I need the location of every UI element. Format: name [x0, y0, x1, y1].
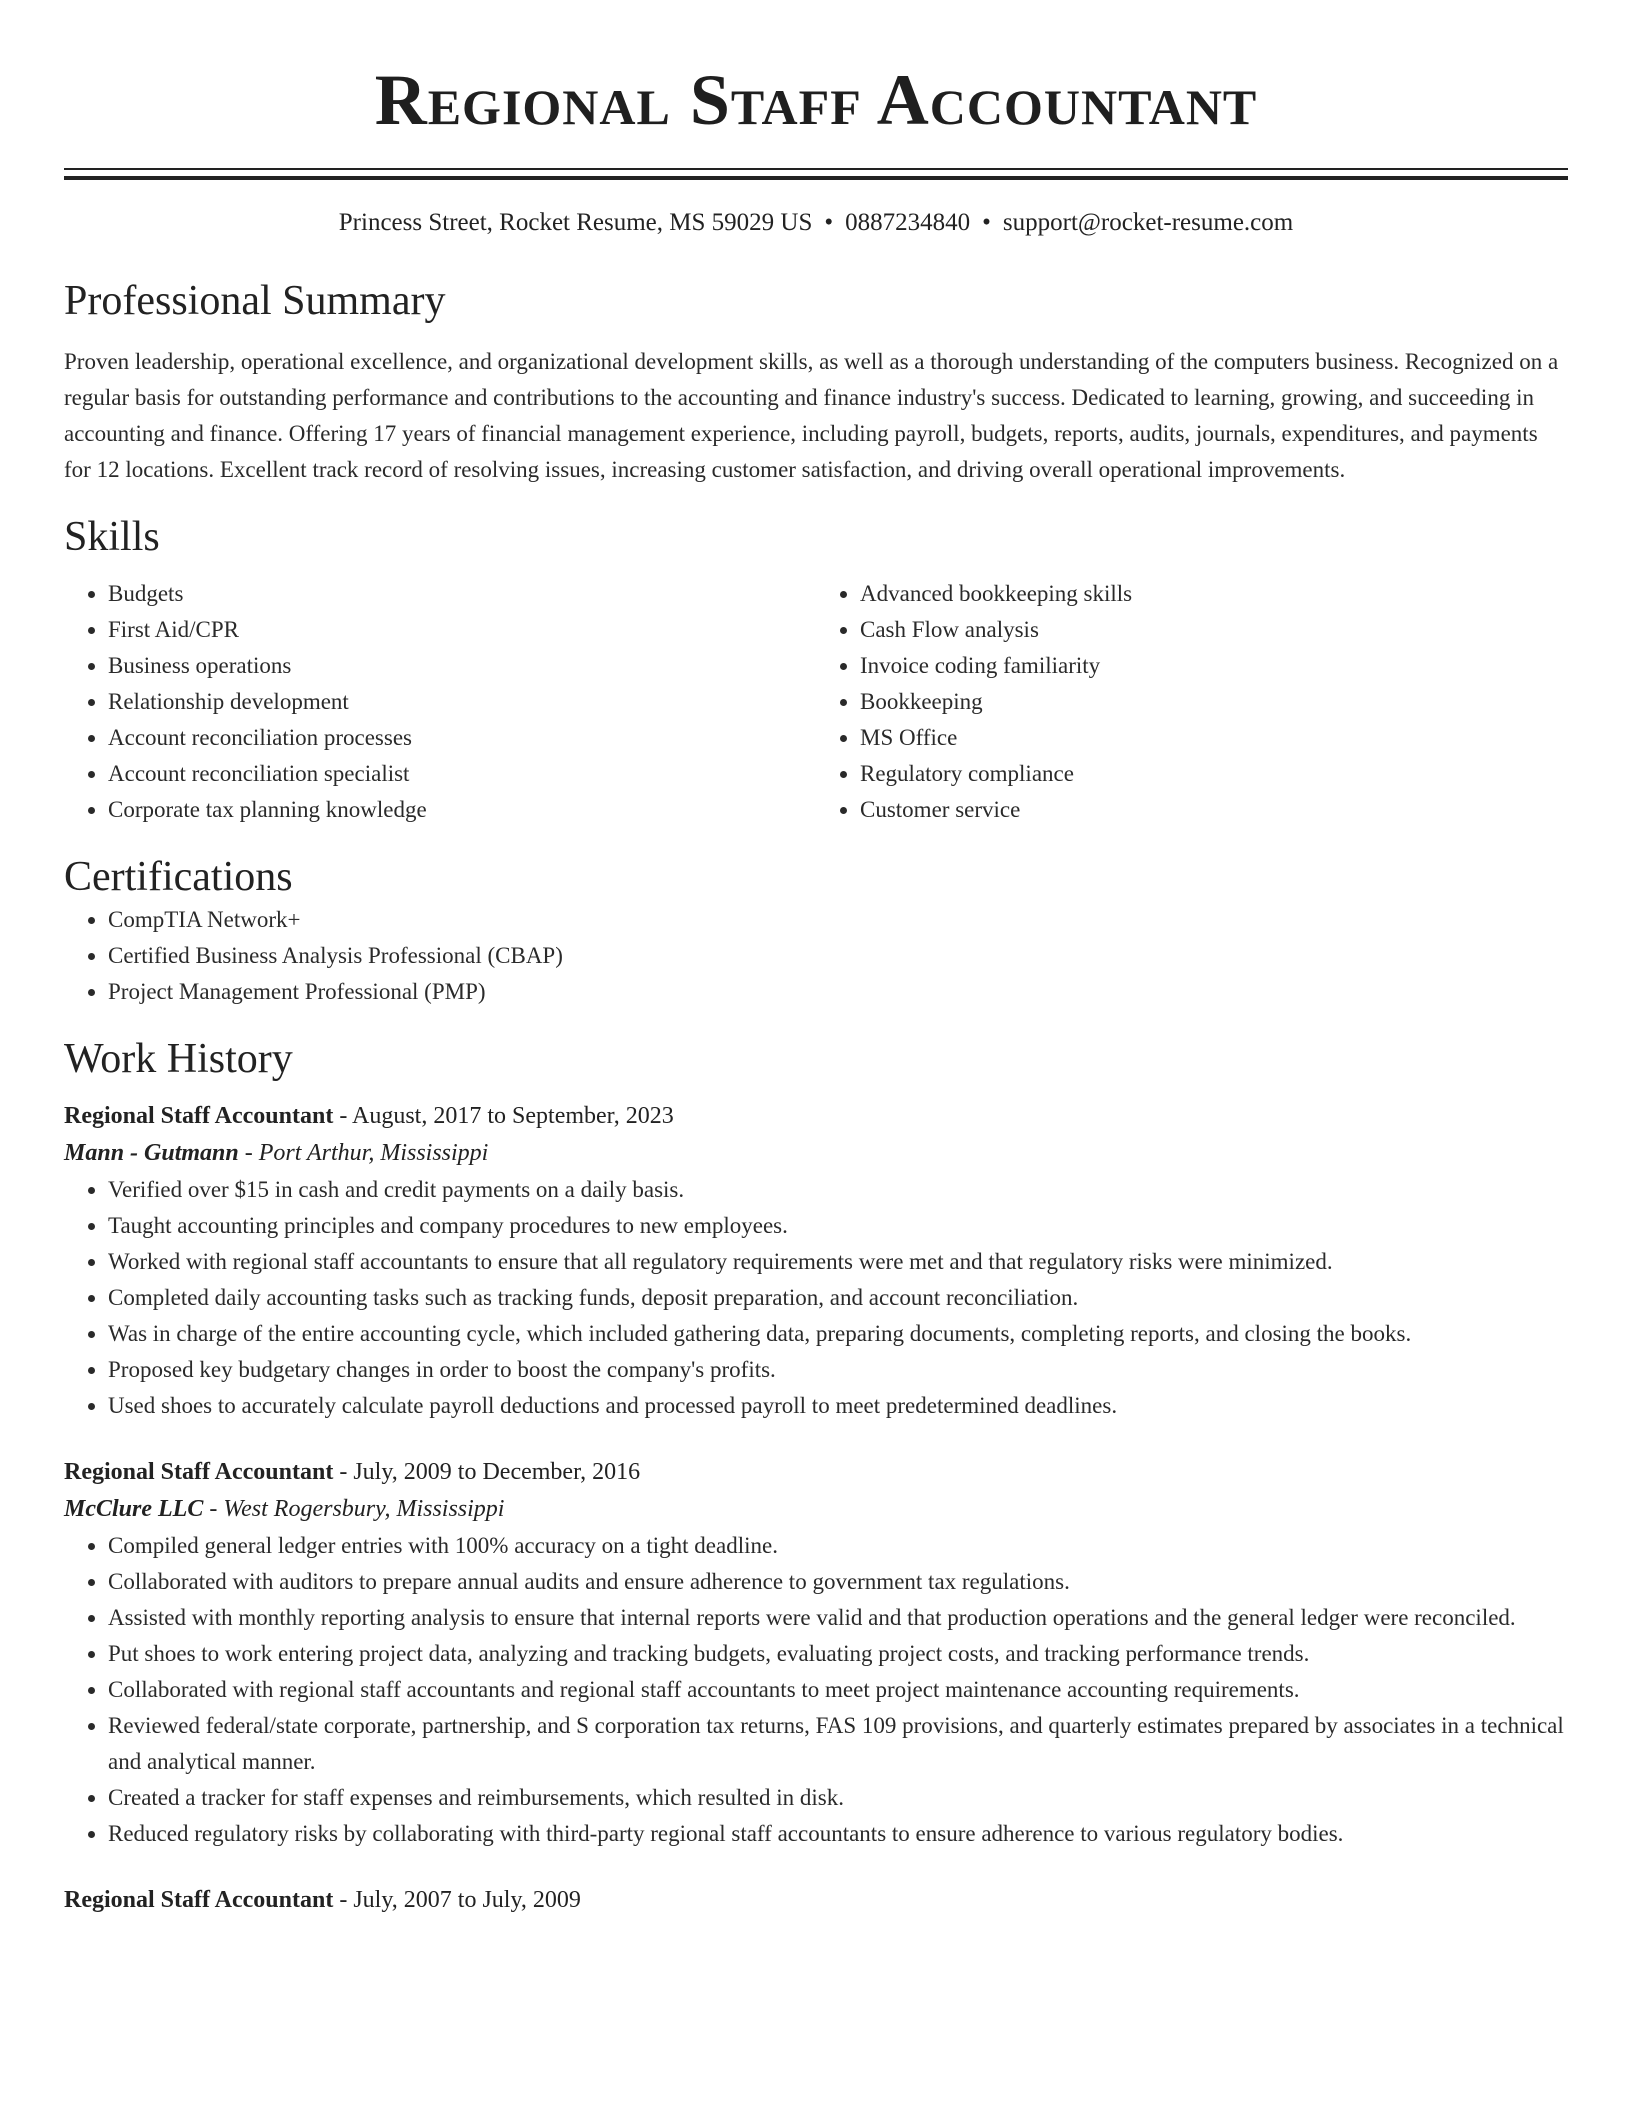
- contact-separator: •: [824, 209, 834, 236]
- skill-item: • Business operations: [108, 648, 816, 684]
- job-entry: [64, 1098, 1568, 1424]
- job-duty-item: • Verified over $15 in cash and credit payments on a daily basis.: [108, 1172, 1568, 1208]
- skill-item: • Account reconciliation processes: [108, 720, 816, 756]
- job-duty-item: • Compiled general ledger entries with 100% accuracy on a tight deadline.: [108, 1528, 1568, 1564]
- skill-item: • Customer service: [860, 792, 1568, 828]
- job-duty-item: • Taught accounting principles and company procedures to new employees.: [108, 1208, 1568, 1244]
- job-duty-item: • Was in charge of the entire accounting cycle, which included gathering data, preparing documents, completing reports, and closing the books.: [108, 1316, 1568, 1352]
- job-duty-item: • Proposed key budgetary changes in order to boost the company's profits.: [108, 1352, 1568, 1388]
- skill-item: • Regulatory compliance: [860, 756, 1568, 792]
- skill-item: • MS Office: [860, 720, 1568, 756]
- skills-columns: [64, 576, 1568, 828]
- job-duties-list: [64, 1172, 1568, 1424]
- job-duty-item: • Assisted with monthly reporting analysis to ensure that internal reports were valid and that production operations and the general ledger were reconciled.: [108, 1600, 1568, 1636]
- skill-item: • Invoice coding familiarity: [860, 648, 1568, 684]
- job-title: Regional Staff Accountant: [64, 1887, 334, 1913]
- certification-item: • CompTIA Network+: [108, 902, 1568, 938]
- work-history-list: [64, 1098, 1568, 1918]
- certification-item: • Certified Business Analysis Professional (CBAP): [108, 938, 1568, 974]
- skill-item: • Bookkeeping: [860, 684, 1568, 720]
- skills-list-left: [64, 576, 816, 828]
- job-duty-item: • Reduced regulatory risks by collaborating with third-party regional staff accountants to ensure adherence to various regulatory bodies.: [108, 1816, 1568, 1852]
- job-duty-item: • Worked with regional staff accountants to ensure that all regulatory requirements were met and that regulatory risks were minimized.: [108, 1244, 1568, 1280]
- skill-item: • Corporate tax planning knowledge: [108, 792, 816, 828]
- contact-phone: 0887234840: [845, 209, 971, 236]
- job-dates: - July, 2009 to December, 2016: [339, 1459, 641, 1485]
- header-divider: [64, 168, 1568, 170]
- section-heading-work-history: Work History: [64, 1036, 293, 1082]
- job-duties-list: [64, 1528, 1568, 1852]
- section-heading-summary: Professional Summary: [64, 278, 446, 324]
- section-heading-certifications: Certifications: [64, 854, 293, 900]
- certifications-list: [64, 902, 1568, 1010]
- skills-list-right: [816, 576, 1568, 828]
- resume-title: Regional Staff Accountant: [374, 60, 1258, 140]
- job-location: - West Rogersbury, Mississippi: [209, 1496, 505, 1522]
- contact-address: Princess Street, Rocket Resume, MS 59029 US: [338, 209, 813, 236]
- job-entry: [64, 1454, 1568, 1852]
- job-company: McClure LLC: [64, 1496, 204, 1522]
- job-entry: [64, 1882, 1568, 1918]
- job-title-line: [64, 1882, 1568, 1918]
- job-duty-item: • Created a tracker for staff expenses and reimbursements, which resulted in disk.: [108, 1780, 1568, 1816]
- contact-separator: •: [982, 209, 991, 236]
- job-company-line: [64, 1490, 1568, 1528]
- skill-item: • Relationship development: [108, 684, 816, 720]
- job-title: Regional Staff Accountant: [64, 1103, 334, 1129]
- job-duty-item: • Reviewed federal/state corporate, partnership, and S corporation tax returns, FAS 109 provisions, and quarterly estimates prepared by associates in a technical and analytical manner.: [108, 1708, 1568, 1780]
- certification-item: • Project Management Professional (PMP): [108, 974, 1568, 1010]
- skill-item: • Account reconciliation specialist: [108, 756, 816, 792]
- job-title: Regional Staff Accountant: [64, 1459, 334, 1485]
- job-location: - Port Arthur, Mississippi: [244, 1140, 489, 1166]
- job-duty-item: • Put shoes to work entering project data, analyzing and tracking budgets, evaluating project costs, and tracking performance trends.: [108, 1636, 1568, 1672]
- job-dates: - August, 2017 to September, 2023: [339, 1103, 674, 1129]
- job-title-line: [64, 1098, 1568, 1134]
- job-company: Mann - Gutmann: [64, 1140, 239, 1166]
- skill-item: • Budgets: [108, 576, 816, 612]
- job-duty-item: • Collaborated with auditors to prepare annual audits and ensure adherence to government tax regulations.: [108, 1564, 1568, 1600]
- job-title-line: [64, 1454, 1568, 1490]
- contact-line: [64, 208, 1568, 238]
- skill-item: • First Aid/CPR: [108, 612, 816, 648]
- job-company-line: [64, 1134, 1568, 1172]
- job-duty-item: • Completed daily accounting tasks such as tracking funds, deposit preparation, and account reconciliation.: [108, 1280, 1568, 1316]
- job-duty-item: • Used shoes to accurately calculate payroll deductions and processed payroll to meet predetermined deadlines.: [108, 1388, 1568, 1424]
- contact-email: support@rocket-resume.com: [1002, 209, 1294, 236]
- skill-item: • Cash Flow analysis: [860, 612, 1568, 648]
- job-duty-item: • Collaborated with regional staff accountants and regional staff accountants to meet project maintenance accounting requirements.: [108, 1672, 1568, 1708]
- skill-item: • Advanced bookkeeping skills: [860, 576, 1568, 612]
- summary-text: Proven leadership, operational excellence, and organizational development skills, as well as a thorough understanding of the computers business. Recognized on a regular basis for outstanding performance and contributions to the accounting and finance industry's success. Dedicated to learning, growing, and succeeding in accounting and finance. Offering 17 years of financial management experience, including payroll, budgets, reports, audits, journals, expenditures, and payments for 12 locations. Excellent track record of resolving issues, increasing customer satisfaction, and driving overall operational improvements.: [64, 349, 1559, 482]
- section-heading-skills: Skills: [64, 514, 160, 560]
- job-dates: - July, 2007 to July, 2009: [339, 1887, 581, 1913]
